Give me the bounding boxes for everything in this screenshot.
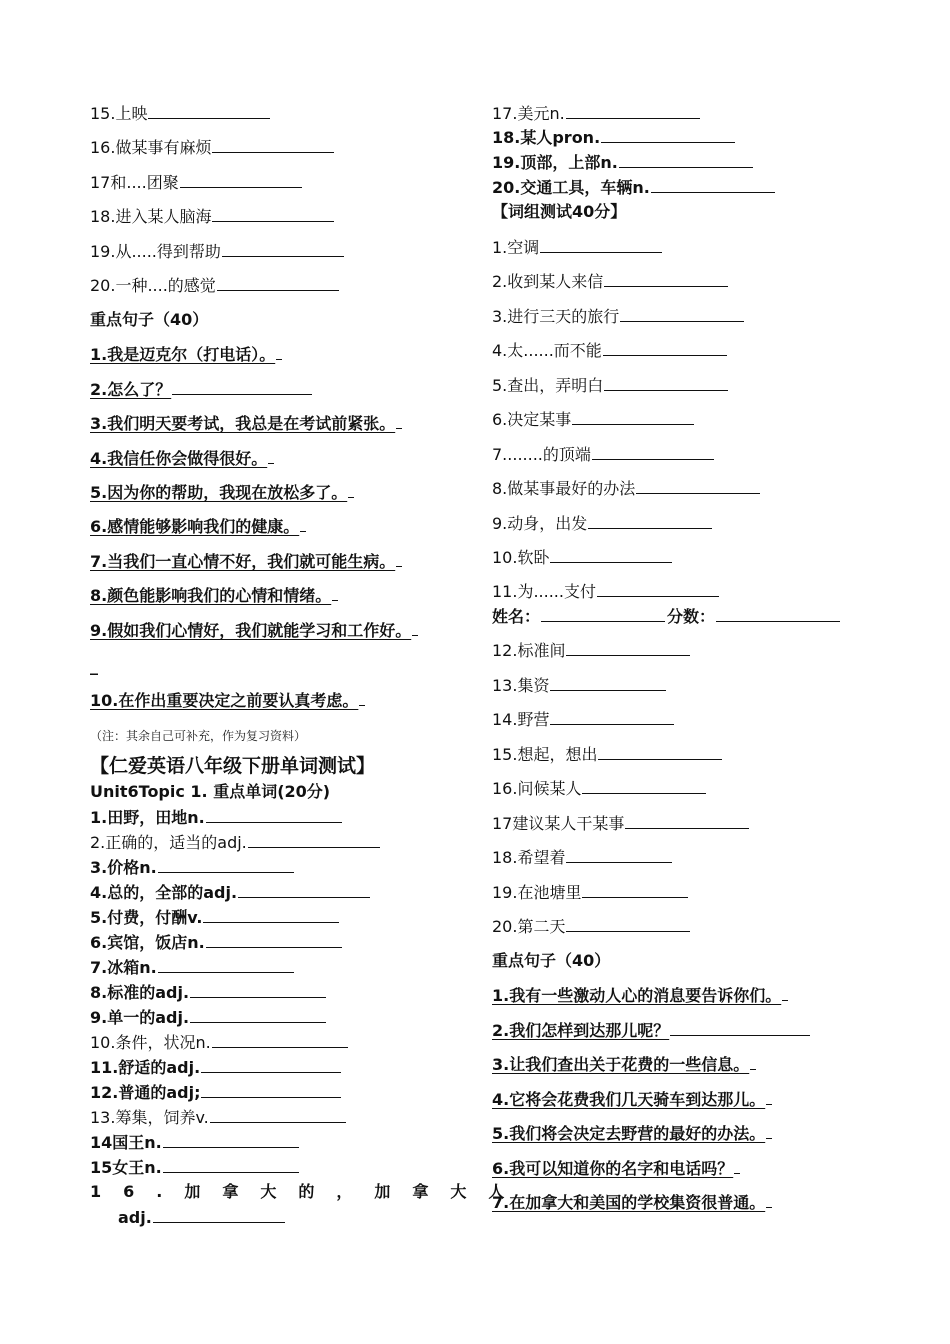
word-item: 9.单一的adj.	[90, 1006, 326, 1029]
sentence-item: 10.在作出重要决定之前要认真考虑。	[90, 689, 365, 712]
sentence-item: 6.感情能够影响我们的健康。	[90, 515, 306, 538]
sentence-blank-line: _	[90, 656, 98, 675]
unit-title: Unit6Topic 1. 重点单词(20分)	[90, 782, 331, 801]
phrase-item: 13.集资	[492, 674, 666, 697]
sentence-item: 3.我们明天要考试，我总是在考试前紧张。	[90, 412, 402, 435]
phrase-item: 17和....团聚	[90, 171, 302, 194]
phrase-item: 1.空调	[492, 236, 662, 259]
phrase-item: 6.决定某事	[492, 408, 694, 431]
sentence-item: 7.当我们一直心情不好，我们就可能生病。	[90, 550, 402, 573]
word-item: 13.筹集，饲养v.	[90, 1106, 346, 1129]
review-note: （注：其余自己可补充，作为复习资料）	[90, 729, 307, 743]
phrase-item: 11.为......支付	[492, 580, 719, 603]
word-item: 17.美元n.	[492, 102, 700, 125]
phrase-item: 5.查出，弄明白	[492, 374, 728, 397]
sentence-item: 2.怎么了？	[90, 378, 312, 401]
phrase-item: 18.进入某人脑海	[90, 205, 334, 228]
word-item: 10.条件，状况n.	[90, 1031, 348, 1054]
sentence-item: 8.颜色能影响我们的心情和情绪。	[90, 584, 338, 607]
phrase-item: 15.想起，想出	[492, 743, 722, 766]
word-item: 8.标准的adj.	[90, 981, 326, 1004]
sentence-item: 9.假如我们心情好，我们就能学习和工作好。	[90, 619, 418, 642]
phrase-item: 4.太......而不能	[492, 339, 727, 362]
word-item: 11.舒适的adj.	[90, 1056, 341, 1079]
phrase-item: 20.一种....的感觉	[90, 274, 339, 297]
phrase-item: 2.收到某人来信	[492, 270, 728, 293]
word-item: 4.总的，全部的adj.	[90, 881, 370, 904]
word-item: 20.交通工具，车辆n.	[492, 176, 775, 199]
phrase-item: 12.标准间	[492, 639, 690, 662]
word-item: 14国王n.	[90, 1131, 299, 1154]
name-score-row	[492, 605, 840, 628]
sentence-item: 7.在加拿大和美国的学校集资很普通。	[492, 1191, 772, 1214]
word-item: 19.顶部，上部n.	[492, 151, 753, 174]
phrase-item: 16.做某事有麻烦	[90, 136, 334, 159]
phrases-heading: 【词组测试40分】	[492, 202, 627, 221]
word-item: 12.普通的adj;	[90, 1081, 341, 1104]
word-item: 5.付费，付酬v.	[90, 906, 339, 929]
phrase-item: 14.野营	[492, 708, 674, 731]
sentence-item: 4.我信任你会做得很好。	[90, 447, 274, 470]
phrase-item: 3.进行三天的旅行	[492, 305, 744, 328]
sentence-item: 3.让我们查出关于花费的一些信息。	[492, 1053, 756, 1076]
phrase-item: 9.动身，出发	[492, 512, 712, 535]
phrase-item: 10.软卧	[492, 546, 672, 569]
phrase-item: 19.在池塘里	[492, 881, 688, 904]
sentence-item: 1.我是迈克尔（打电话）。	[90, 343, 282, 366]
phrase-item: 8.做某事最好的办法	[492, 477, 760, 500]
phrase-item: 18.希望着	[492, 846, 672, 869]
sentence-item: 5.因为你的帮助，我现在放松多了。	[90, 481, 354, 504]
word-item-continued: adj.	[118, 1206, 285, 1229]
name-field[interactable]	[541, 605, 665, 622]
word-item: 18.某人pron.	[492, 126, 735, 149]
phrase-item: 15.上映	[90, 102, 270, 125]
sentence-item: 6.我可以知道你的名字和电话吗？	[492, 1157, 740, 1180]
sentence-item: 5.我们将会决定去野营的最好的办法。	[492, 1122, 772, 1145]
phrase-item: 7........的顶端	[492, 443, 714, 466]
word-item: 6.宾馆，饭店n.	[90, 931, 342, 954]
phrase-item: 16.问候某人	[492, 777, 706, 800]
phrase-item: 17建议某人干某事	[492, 812, 749, 835]
word-item: 1.田野，田地n.	[90, 806, 342, 829]
sentence-item: 2.我们怎样到达那儿呢？	[492, 1019, 810, 1042]
sentence-item: 4.它将会花费我们几天骑车到达那儿。	[492, 1088, 772, 1111]
word-item: 16.加拿大的，加拿大人	[90, 1182, 527, 1201]
name-label: 姓名：	[492, 607, 541, 626]
sentence-item: 1.我有一些激动人心的消息要告诉你们。	[492, 984, 788, 1007]
word-item: 7.冰箱n.	[90, 956, 294, 979]
score-label: 分数：	[667, 607, 716, 626]
phrase-item: 20.第二天	[492, 915, 690, 938]
phrase-item: 19.从.....得到帮助	[90, 240, 344, 263]
score-field[interactable]	[716, 605, 840, 622]
sentences-heading: 重点句子（40）	[90, 310, 209, 329]
word-item: 2.正确的，适当的adj.	[90, 831, 380, 854]
test-title: 【仁爱英语八年级下册单词测试】	[90, 755, 376, 777]
word-item: 15女王n.	[90, 1156, 299, 1179]
sentences-heading: 重点句子（40）	[492, 951, 611, 970]
word-item: 3.价格n.	[90, 856, 294, 879]
